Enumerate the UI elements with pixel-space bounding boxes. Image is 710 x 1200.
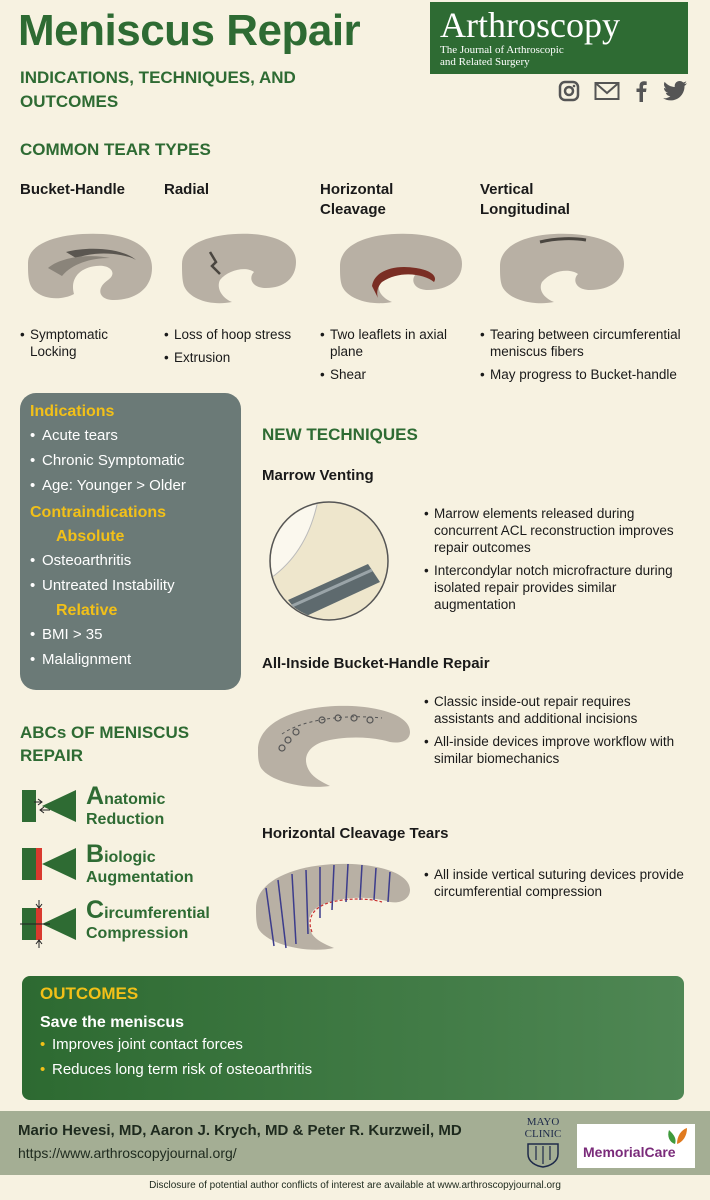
techniques-heading: NEW TECHNIQUES (262, 425, 418, 444)
tear-bullet: • Tearing between circumferential meniscus fibers (480, 326, 702, 360)
page-subtitle: INDICATIONS, TECHNIQUES, AND OUTCOMES (20, 68, 296, 111)
indication-item: • Acute tears (30, 423, 231, 448)
biologic-augmentation-icon (20, 844, 76, 884)
outcome-item: • Reduces long term risk of osteoarthritis (40, 1057, 666, 1082)
technique-name-marrow-venting: Marrow Venting (262, 467, 374, 484)
outcomes-box (22, 976, 684, 1100)
technique-bullets-all-inside (424, 693, 694, 773)
abc-rest-c: ircumferential (104, 905, 210, 922)
all-inside-repair-illustration (252, 700, 414, 792)
journal-logo[interactable] (430, 2, 688, 74)
technique-bullet: • Classic inside-out repair requires assistants and additional incisions (424, 693, 694, 727)
disclosure-text: Disclosure of potential author conflicts of interest are available at www.arthroscopyjournal.org (149, 1180, 561, 1191)
absolute-item: • Osteoarthritis (30, 548, 231, 573)
tear-bullet: • May progress to Bucket-handle (480, 366, 702, 383)
tear-bullet: • Two leaflets in axial plane (320, 326, 470, 360)
abc-letter-c: C (86, 896, 105, 924)
indications-heading: Indications (30, 403, 115, 420)
instagram-icon[interactable] (558, 80, 580, 102)
abc-line2-a: Reduction (86, 811, 165, 828)
mail-icon[interactable] (594, 80, 620, 102)
tear-bullets-vertical-longitudinal (480, 326, 702, 389)
twitter-icon[interactable] (662, 80, 688, 102)
outcomes-subheading: Save the meniscus (40, 1014, 185, 1031)
mayo-text-1: MAYO (526, 1116, 560, 1128)
memorialcare-logo (577, 1124, 695, 1168)
outcome-item: • Improves joint contact forces (40, 1032, 666, 1057)
abc-line2-b: Augmentation (86, 869, 194, 886)
tear-bullet: • Shear (320, 366, 470, 383)
technique-bullet: • All-inside devices improve workflow with similar biomechanics (424, 733, 694, 767)
circumferential-compression-icon (20, 900, 76, 948)
tear-bullets-horizontal-cleavage (320, 326, 470, 389)
technique-bullet: • Intercondylar notch microfracture during isolated repair provides similar augmentation (424, 562, 694, 613)
abc-rest-a: natomic (104, 791, 166, 808)
mayo-text-2: CLINIC (524, 1128, 562, 1140)
technique-name-all-inside: All-Inside Bucket-Handle Repair (262, 655, 490, 672)
contraindications-heading: Contraindications (30, 504, 167, 521)
tear-bullets-bucket-handle (20, 326, 148, 366)
mayo-clinic-logo (518, 1116, 568, 1171)
memorialcare-text: MemorialCare (583, 1144, 676, 1160)
abc-rest-b: iologic (104, 849, 156, 866)
relative-item: • BMI > 35 (30, 622, 231, 647)
abc-letter-b: B (86, 840, 105, 868)
technique-bullet: • Marrow elements released during concurrent ACL reconstruction improves repair outcomes (424, 505, 694, 556)
indications-box (20, 393, 241, 690)
relative-item: • Malalignment (30, 647, 231, 672)
marrow-venting-illustration (268, 500, 390, 622)
outcomes-heading: OUTCOMES (40, 984, 139, 1003)
radial-tear-illustration (176, 228, 300, 310)
technique-bullet: • All inside vertical suturing devices provide circumferential compression (424, 866, 694, 900)
journal-name: Arthroscopy (440, 5, 620, 45)
tear-bullet: • Extrusion (164, 349, 314, 366)
tear-bullets-radial (164, 326, 314, 372)
technique-bullets-marrow-venting (424, 505, 694, 619)
abc-letter-a: A (86, 782, 105, 810)
tear-bullet: • Symptomatic Locking (20, 326, 148, 360)
technique-bullets-horizontal-cleavage (424, 866, 694, 906)
authors: Mario Hevesi, MD, Aaron J. Krych, MD & Peter R. Kurzweil, MD (18, 1122, 462, 1139)
anatomic-reduction-icon (20, 786, 76, 826)
horizontal-cleavage-tear-illustration (334, 228, 466, 310)
mayo-shield-icon (526, 1142, 560, 1168)
indication-item: • Chronic Symptomatic (30, 448, 231, 473)
tear-bullet: • Loss of hoop stress (164, 326, 314, 343)
abc-row-anatomic (20, 782, 166, 830)
journal-sub-2: and Related Surgery (440, 56, 530, 68)
social-links (558, 80, 688, 102)
vertical-longitudinal-tear-illustration (494, 228, 628, 310)
abc-heading-line-2: REPAIR (20, 746, 83, 765)
abc-row-circumferential (20, 896, 210, 948)
technique-name-horizontal-cleavage: Horizontal Cleavage Tears (262, 825, 449, 842)
absolute-heading: Absolute (56, 528, 125, 545)
tear-name-bucket-handle: Bucket-Handle (20, 181, 126, 198)
page-title: Meniscus Repair (18, 6, 361, 55)
tear-types-heading: COMMON TEAR TYPES (20, 140, 211, 159)
journal-sub-1: The Journal of Arthroscopic (440, 44, 564, 56)
tear-name-horizontal-cleavage: Horizontal Cleavage (320, 181, 394, 218)
relative-heading: Relative (56, 602, 118, 619)
abc-heading-line-1: ABCs OF MENISCUS (20, 723, 190, 742)
abc-row-biologic (20, 840, 194, 888)
abc-line2-c: Compression (86, 925, 189, 942)
horizontal-cleavage-repair-illustration (252, 858, 414, 958)
journal-url[interactable]: https://www.arthroscopyjournal.org/ (18, 1145, 237, 1161)
absolute-item: • Untreated Instability (30, 573, 231, 598)
bucket-handle-tear-illustration (18, 228, 156, 310)
leaf-icon (663, 1126, 689, 1146)
tear-name-radial: Radial (164, 181, 210, 198)
indication-item: • Age: Younger > Older (30, 473, 231, 498)
tear-name-vertical-longitudinal: Vertical Longitudinal (480, 181, 570, 218)
facebook-icon[interactable] (634, 80, 648, 102)
